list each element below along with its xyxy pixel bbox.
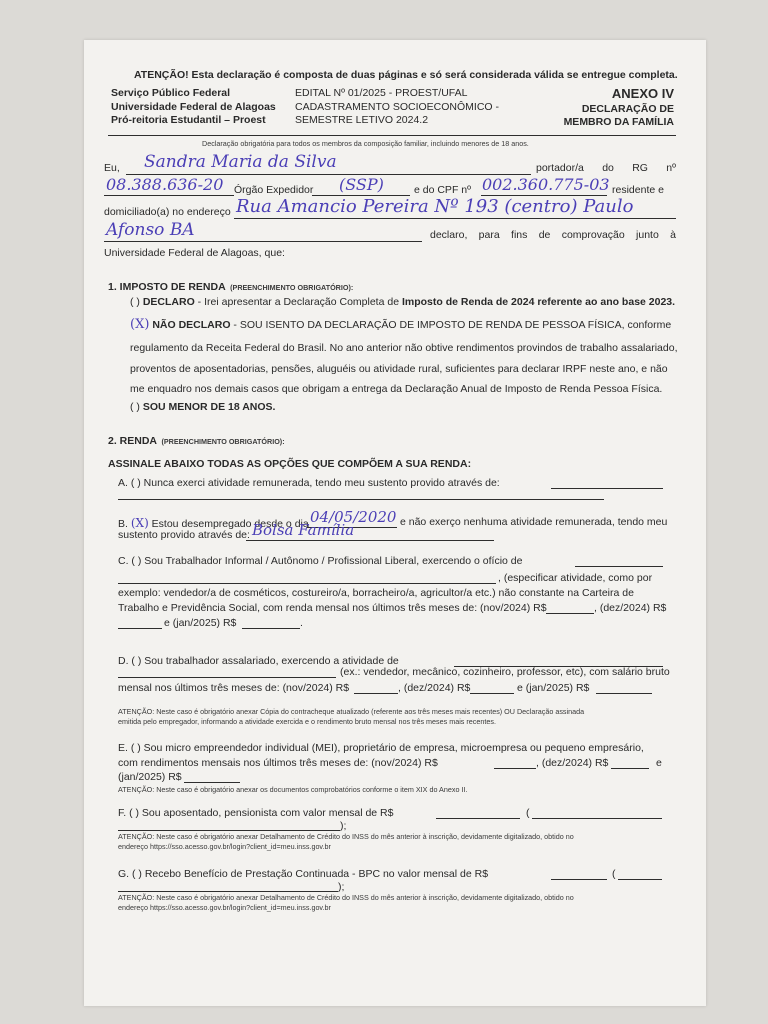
option-nao-declaro: (X) NÃO DECLARO - SOU ISENTO DA DECLARAÇÃO DE IMPOSTO DE RENDA DE PESSOA FÍSICA, conforme (130, 317, 672, 332)
option-c-text-4: Trabalho e Previdência Social, com renda mensal nos últimos três meses de: (nov/2024) R$ (118, 602, 547, 614)
section2-title: 2. RENDA (PREENCHIMENTO OBRIGATÓRIO): (108, 435, 285, 447)
address-line (234, 218, 676, 219)
option-d-note: ATENÇÃO: Neste caso é obrigatório anexar Cópia do contracheque atualizado (referente aos três meses mais recentes) OU Declaração assinada emitida pelo empregador, informando a atividade exercida e o rendimento bruto mensal nos três meses mais recentes. (118, 707, 585, 726)
annex-subtitle: MEMBRO DA FAMÍLIA (563, 116, 674, 128)
domicilio-label: domiciliado(a) no endereço (104, 206, 231, 218)
residente-label: residente e (612, 184, 664, 196)
option-d-text: (ex.: vendedor, mecânico, cozinheiro, professor, etc), com salário bruto (340, 666, 670, 678)
rg-line (104, 195, 234, 196)
option-d-text-3: mensal nos últimos três meses de: (nov/2024) R$ (118, 682, 350, 694)
option-f-paren: ( (526, 807, 530, 819)
option-g-paren: ( (612, 868, 616, 880)
option-e-and: e (656, 757, 662, 769)
option-c-text: , (especificar atividade, como por (498, 572, 653, 584)
edital-line: SEMESTRE LETIVO 2024.2 (295, 114, 429, 126)
g-extenso-line-2 (118, 891, 338, 892)
e-jan-line (184, 782, 240, 783)
option-d: D. ( ) Sou trabalhador assalariado, exercendo a atividade de (118, 655, 399, 667)
e-dez-line (611, 768, 649, 769)
edital-line: EDITAL Nº 01/2025 - PROEST/UFAL (295, 87, 468, 99)
portador-label: portador/a do RG nº (536, 162, 676, 174)
org-block (111, 87, 276, 128)
f-extenso-line (532, 818, 662, 819)
section1-title: 1. IMPOSTO DE RENDA (PREENCHIMENTO OBRIGATÓRIO): (108, 281, 354, 293)
attention-notice: ATENÇÃO! Esta declaração é composta de duas páginas e só será considerada válida se entregue completa. (134, 69, 678, 81)
option-e-jan: (jan/2025) R$ (118, 771, 182, 783)
option-b-text: e não exerço nenhuma atividade remunerada, tendo meu (400, 516, 668, 528)
address-line-2 (104, 241, 422, 242)
rg-handwritten: 08.388.636-20 (106, 175, 224, 194)
nov-line (546, 613, 594, 614)
mandatory-note: Declaração obrigatória para todos os membros da composição familiar, incluindo menores de 18 anos. (202, 139, 529, 148)
option-e-note: ATENÇÃO: Neste caso é obrigatório anexar os documentos comprobatórios conforme o item XIX do Anexo II. (118, 785, 468, 794)
option-e-text-2: com rendimentos mensais nos últimos três meses de: (nov/2024) R$ (118, 757, 438, 769)
option-d-jan: e (jan/2025) R$ (517, 682, 590, 694)
orgao-handwritten: (SSP) (339, 175, 384, 194)
option-e: E. ( ) Sou micro empreendedor individual (MEI), proprietário de empresa, microempresa ou pequeno empresário, (118, 742, 644, 754)
option-b: B. (X) Estou desempregado desde o dia (118, 516, 309, 530)
name-handwritten: Sandra Maria da Silva (144, 152, 337, 172)
org-line: Pró-reitoria Estudantil – Proest (111, 114, 266, 126)
d-nov-line (354, 693, 398, 694)
option-d-line-2 (118, 677, 336, 678)
d-jan-line (596, 693, 652, 694)
option-c-dez: , (dez/2024) R$ (594, 602, 667, 614)
checkbox-checked[interactable]: (X) (130, 516, 149, 530)
checkbox-empty[interactable]: ( ) (130, 296, 140, 308)
checkbox-empty[interactable]: ( ) (130, 401, 140, 413)
g-value-line (551, 879, 607, 880)
option-menor: ( ) SOU MENOR DE 18 ANOS. (130, 401, 276, 413)
option-c-jan: e (jan/2025) R$ (164, 617, 237, 629)
option-f-note: ATENÇÃO: Neste caso é obrigatório anexar Detalhamento de Crédito do INSS do mês anterior à inscrição, devidamente digitalizado, obtido no endereço https://sso.acesso.gov.br/login?client_id=meu.inss.gov.br (118, 832, 574, 851)
e-nov-line (494, 768, 536, 769)
source-line (246, 540, 494, 541)
f-extenso-line-2 (118, 830, 340, 831)
header-rule (108, 135, 676, 136)
annex-block (554, 87, 674, 129)
annex-title: ANEXO IV (611, 86, 674, 101)
d-dez-line (470, 693, 514, 694)
option-a-line-2 (118, 499, 604, 500)
option-c-end: . (300, 617, 303, 629)
option-c-line (575, 566, 663, 567)
option-f: F. ( ) Sou aposentado, pensionista com valor mensal de R$ (118, 807, 394, 819)
source-handwritten: Bolsa Família (252, 521, 355, 539)
option-g-note: ATENÇÃO: Neste caso é obrigatório anexar Detalhamento de Crédito do INSS do mês anterior à inscrição, devidamente digitalizado, obtido no endereço https://sso.acesso.gov.br/login?client_id=meu.inss.gov.br (118, 893, 574, 912)
date-handwritten: 04/05/2020 (310, 508, 397, 526)
annex-subtitle: DECLARAÇÃO DE (581, 103, 674, 115)
option-d-dez: , (dez/2024) R$ (398, 682, 471, 694)
section2-subtitle: ASSINALE ABAIXO TODAS AS OPÇÕES QUE COMPÕEM A SUA RENDA: (108, 458, 472, 470)
checkbox-checked[interactable]: (X) (130, 317, 150, 332)
option-c: C. ( ) Sou Trabalhador Informal / Autônomo / Profissional Liberal, exercendo o ofício de (118, 555, 523, 567)
org-line: Universidade Federal de Alagoas (111, 100, 276, 113)
option-e-dez: , (dez/2024) R$ (536, 757, 609, 769)
option-g: G. ( ) Recebo Benefício de Prestação Continuada - BPC no valor mensal de R$ (118, 868, 489, 880)
option-f-close: ); (340, 820, 347, 832)
g-extenso-line (618, 879, 662, 880)
edital-line: CADASTRAMENTO SOCIOECONÔMICO - (295, 100, 499, 113)
declaro-text: declaro, para fins de comprovação junto à (430, 229, 676, 241)
option-c-text-3: exemplo: vendedor/a de cosméticos, costureiro/a, borracheiro/a, agricultor/a etc.) não constante na Carteira de (118, 587, 634, 599)
nao-declaro-text: regulamento da Receita Federal do Brasil. No ano anterior não obtive rendimentos provindos de trabalho assalariado, proventos de aposentadorias, pensões, aluguéis ou atividade rural, suficientes para declarar IRPF neste ano, e não me enquadro nos demais casos que obrigam a entrega da Declaração Anual de Imposto de Renda Pessoa Física. (130, 342, 678, 395)
org-line: Serviço Público Federal (111, 87, 231, 99)
form-page (84, 40, 706, 1006)
option-c-line-2 (118, 583, 496, 584)
option-a: A. ( ) Nunca exerci atividade remunerada, tendo meu sustento provido através de: (118, 477, 500, 489)
option-b-text-2: sustento provido através de: (118, 529, 250, 541)
address-handwritten: Rua Amancio Pereira Nº 193 (centro) Paulo (236, 196, 634, 217)
cpf-handwritten: 002.360.775-03 (482, 175, 610, 194)
eu-label: Eu, (104, 162, 120, 174)
option-g-close: ); (338, 881, 345, 893)
orgao-label: Órgão Expedidor (234, 184, 314, 196)
jan-line (242, 628, 300, 629)
address-handwritten-2: Afonso BA (106, 220, 195, 240)
edital-block (295, 87, 499, 128)
option-declaro: ( ) DECLARO - Irei apresentar a Declaração Completa de Imposto de Renda de 2024 referente ao ano base 2023. (130, 296, 676, 308)
f-value-line (436, 818, 520, 819)
cpf-label: e do CPF nº (414, 184, 471, 196)
option-a-line (551, 488, 663, 489)
ufal-que: Universidade Federal de Alagoas, que: (104, 247, 285, 259)
dez-line (118, 628, 162, 629)
